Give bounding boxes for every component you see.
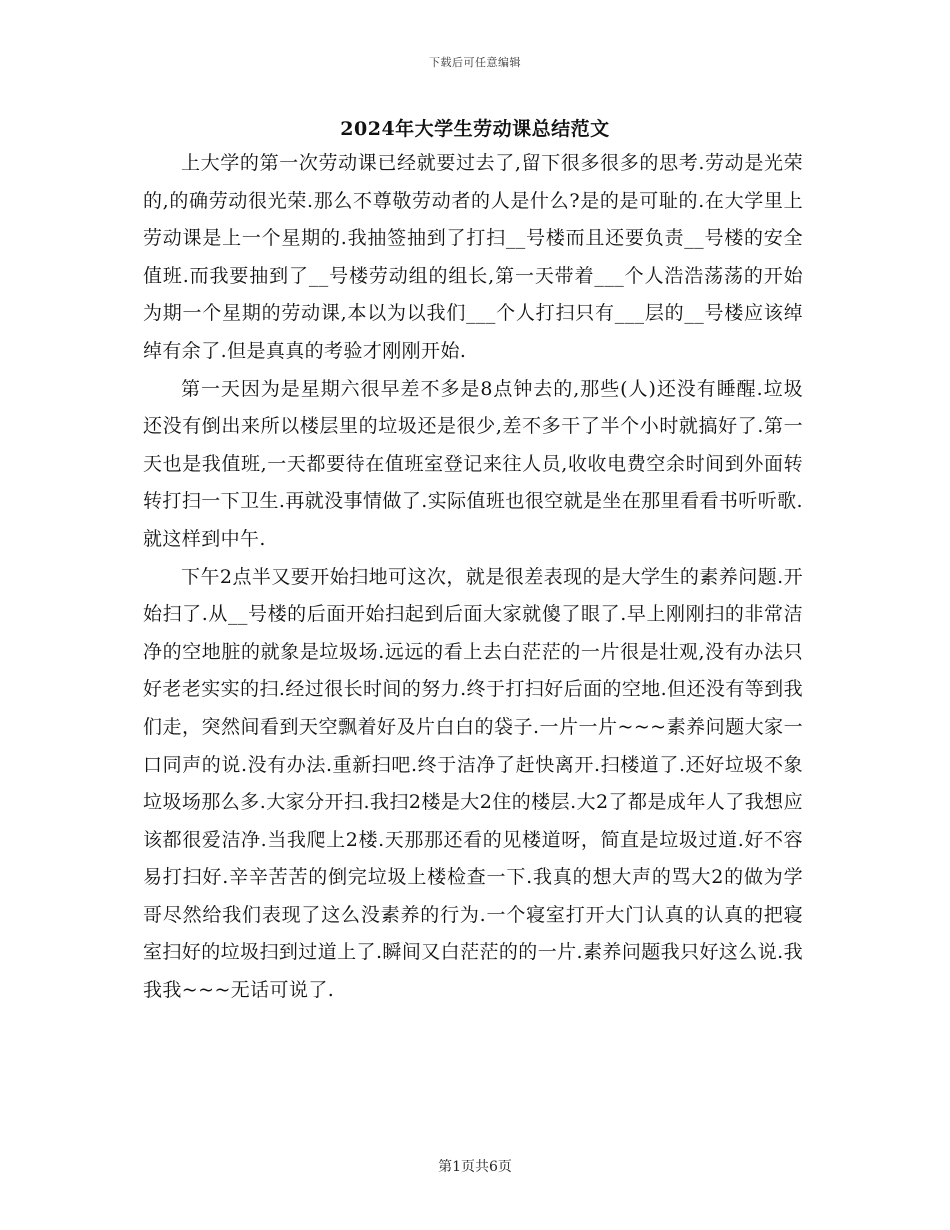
page-number: 第1页共6页 bbox=[438, 1159, 512, 1175]
document-title: 2024年大学生劳动课总结范文 bbox=[340, 118, 610, 140]
paragraph: 下午2点半又要开始扫地可这次，就是很差表现的是大学生的素养问题.开始扫了.从__号楼的后面开始扫起到后面大家就傻了眼了.早上刚刚扫的非常洁净的空地脏的就象是垃圾场.远远的看上去白茫茫的一片很是壮观,没有办法只好老老实实的扫.经过很长时间的努力.终于打扫好后面的空地.但还没有等到我们走，突然间看到天空飘着好及片白白的袋子.一片一片~~~素养问题大家一口同声的说.没有办法.重新扫吧.终于洁净了赶快离开.扫楼道了.还好垃圾不象垃圾场那么多.大家分开扫.我扫2楼是大2住的楼层.大2了都是成年人了我想应该都很爱洁净.当我爬上2楼.天那那还看的见楼道呀，简直是垃圾过道.好不容易打扫好.辛辛苦苦的倒完垃圾上楼检查一下.我真的想大声的骂大2的做为学哥尽然给我们表现了这么没素养的行为.一个寝室打开大门认真的认真的把寝室扫好的垃圾扫到过道上了.瞬间又白茫茫的的一片.素养问题我只好这么说.我我我~~~无话可说了. bbox=[143, 565, 803, 1002]
header-note: 下载后可任意编辑 bbox=[429, 56, 521, 69]
paragraph: 上大学的第一次劳动课已经就要过去了,留下很多很多的思考.劳动是光荣的,的确劳动很光荣.那么不尊敬劳动者的人是什么?是的是可耻的.在大学里上劳动课是上一个星期的.我抽签抽到了打扫__号楼而且还要负责__号楼的安全值班.而我要抽到了__号楼劳动组的组长,第一天带着___个人浩浩荡荡的开始为期一个星期的劳动课,本以为以我们___个人打扫只有___层的__号楼应该绰绰有余了.但是真真的考验才刚刚开始. bbox=[143, 152, 803, 362]
document-body bbox=[143, 145, 803, 1010]
paragraph: 第一天因为是星期六很早差不多是8点钟去的,那些(人)还没有睡醒.垃圾还没有倒出来所以楼层里的垃圾还是很少,差不多干了半个小时就搞好了.第一天也是我值班,一天都要待在值班室登记来往人员,收收电费空余时间到外面转转打扫一下卫生.再就没事情做了.实际值班也很空就是坐在那里看看书听听歌.就这样到中午. bbox=[143, 377, 803, 550]
